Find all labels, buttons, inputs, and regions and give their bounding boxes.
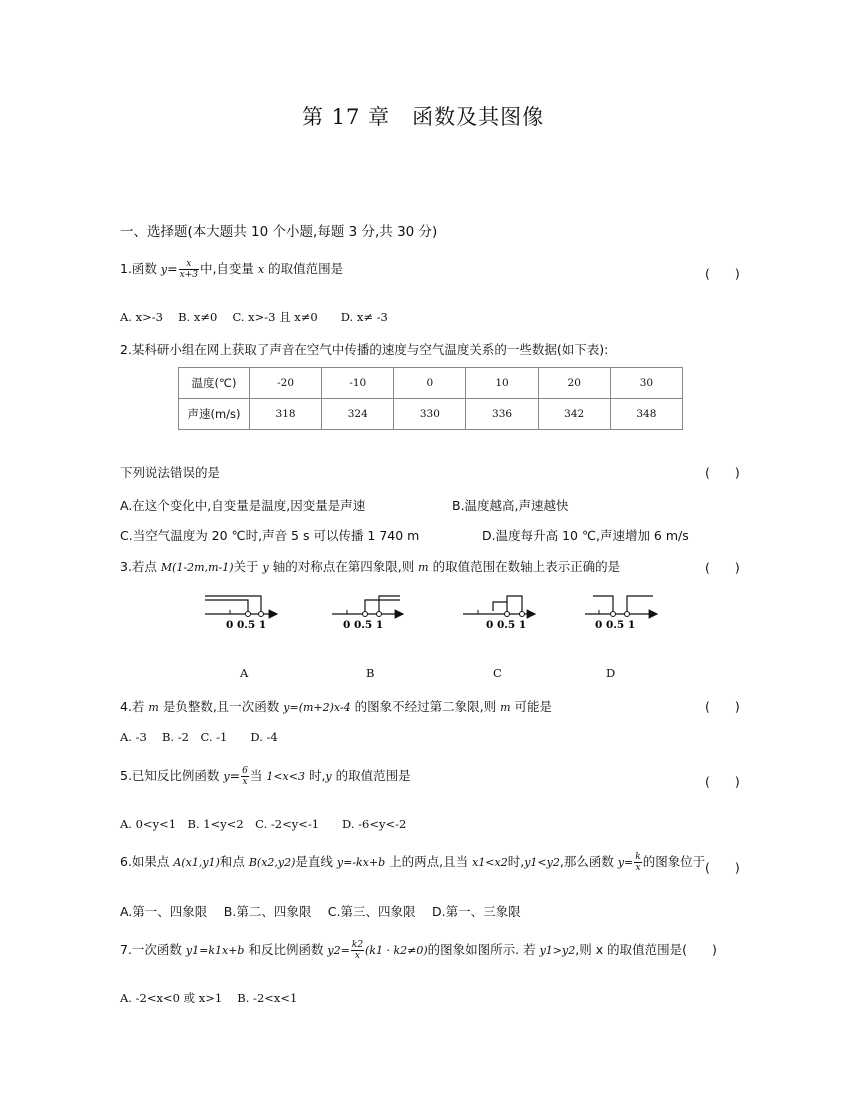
answer-paren-6: ( ) xyxy=(705,860,740,875)
number-line-d xyxy=(585,596,657,631)
table-cell: 20 xyxy=(538,368,610,399)
table-cell: 348 xyxy=(610,399,682,430)
question-5: 5.已知反比例函数 y= $\frac{6}{x}$ 当 1<x<3 时,y 的取值范围是 xyxy=(120,766,411,787)
question-1: 1.函数 y= $\frac{x}{x+3}$ 中,自变量 x 的取值范围是 xyxy=(120,259,344,280)
question-2-option-b: B.温度越高,声速越快 xyxy=(452,498,569,513)
sound-speed-table xyxy=(178,367,683,430)
tick-labels-a: 0 0.5 1 xyxy=(226,619,267,631)
table-row xyxy=(179,399,683,430)
tick-labels-c: 0 0.5 1 xyxy=(486,619,527,631)
section-heading: 一、选择题(本大题共 10 个小题,每题 3 分,共 30 分) xyxy=(120,224,438,240)
question-2-ask: 下列说法错误的是 xyxy=(120,465,221,480)
number-line-c xyxy=(463,596,535,631)
tick-labels-b: 0 0.5 1 xyxy=(343,619,384,631)
answer-paren-5: ( ) xyxy=(705,774,740,789)
question-6: 6.如果点 A(x1,y1)和点 B(x2,y2)是直线 y=-kx+b 上的两点,且当 x1<x2时,y1<y2,那么函数 y= $\frac{k}{x}$ 的图象位于 xyxy=(120,852,706,873)
figure-label-d: D xyxy=(606,666,616,680)
answer-paren-4: ( ) xyxy=(705,699,740,714)
number-line-a xyxy=(205,596,277,631)
question-4-options: A. -3 B. -2 C. -1 D. -4 xyxy=(120,730,278,744)
table-cell: 10 xyxy=(466,368,538,399)
number-line-figures xyxy=(195,590,675,640)
table-cell: -10 xyxy=(322,368,394,399)
page-title: 第 17 章 函数及其图像 xyxy=(302,105,545,129)
question-7: 7.一次函数 y1=k1x+b 和反比例函数 y2= $\frac{k2}{x}$ (k1 · k2≠0)的图象如图所示. 若 y1>y2,则 x 的取值范围是( ) xyxy=(120,940,717,961)
table-cell: 342 xyxy=(538,399,610,430)
question-6-options: A.第一、四象限 B.第二、四象限 C.第三、四象限 D.第一、三象限 xyxy=(120,904,521,919)
figure-label-c: C xyxy=(493,666,502,680)
table-header-speed: 声速(m/s) xyxy=(179,399,250,430)
table-cell: 330 xyxy=(394,399,466,430)
question-5-options: A. 0<y<1 B. 1<y<2 C. -2<y<-1 D. -6<y<-2 xyxy=(120,817,407,831)
number-line-b xyxy=(332,596,403,631)
tick-labels-d: 0 0.5 1 xyxy=(595,619,636,631)
question-1-options: A. x>-3 B. x≠0 C. x>-3 且 x≠0 D. x≠ -3 xyxy=(120,310,388,324)
question-4: 4.若 m 是负整数,且一次函数 y=(m+2)x-4 的图象不经过第二象限,则 m 可能是 xyxy=(120,699,552,714)
answer-paren-3: ( ) xyxy=(705,560,740,575)
table-header-temperature: 温度(℃) xyxy=(179,368,250,399)
answer-paren-1: ( ) xyxy=(705,266,740,281)
table-row xyxy=(179,368,683,399)
figure-label-a: A xyxy=(240,666,249,680)
table-cell: -20 xyxy=(250,368,322,399)
table-cell: 30 xyxy=(610,368,682,399)
table-cell: 0 xyxy=(394,368,466,399)
question-2-option-a: A.在这个变化中,自变量是温度,因变量是声速 xyxy=(120,498,366,513)
question-2-option-c: C.当空气温度为 20 ℃时,声音 5 s 可以传播 1 740 m xyxy=(120,528,420,543)
table-cell: 324 xyxy=(322,399,394,430)
figure-label-b: B xyxy=(366,666,375,680)
question-3: 3.若点 M(1-2m,m-1)关于 y 轴的对称点在第四象限,则 m 的取值范围在数轴上表示正确的是 xyxy=(120,559,621,574)
table-cell: 318 xyxy=(250,399,322,430)
question-2-option-d: D.温度每升高 10 ℃,声速增加 6 m/s xyxy=(482,528,689,543)
question-2: 2.某科研小组在网上获取了声音在空气中传播的速度与空气温度关系的一些数据(如下表): xyxy=(120,342,609,357)
table-cell: 336 xyxy=(466,399,538,430)
question-7-options: A. -2<x<0 或 x>1 B. -2<x<1 xyxy=(120,991,298,1005)
answer-paren-2: ( ) xyxy=(705,465,740,480)
